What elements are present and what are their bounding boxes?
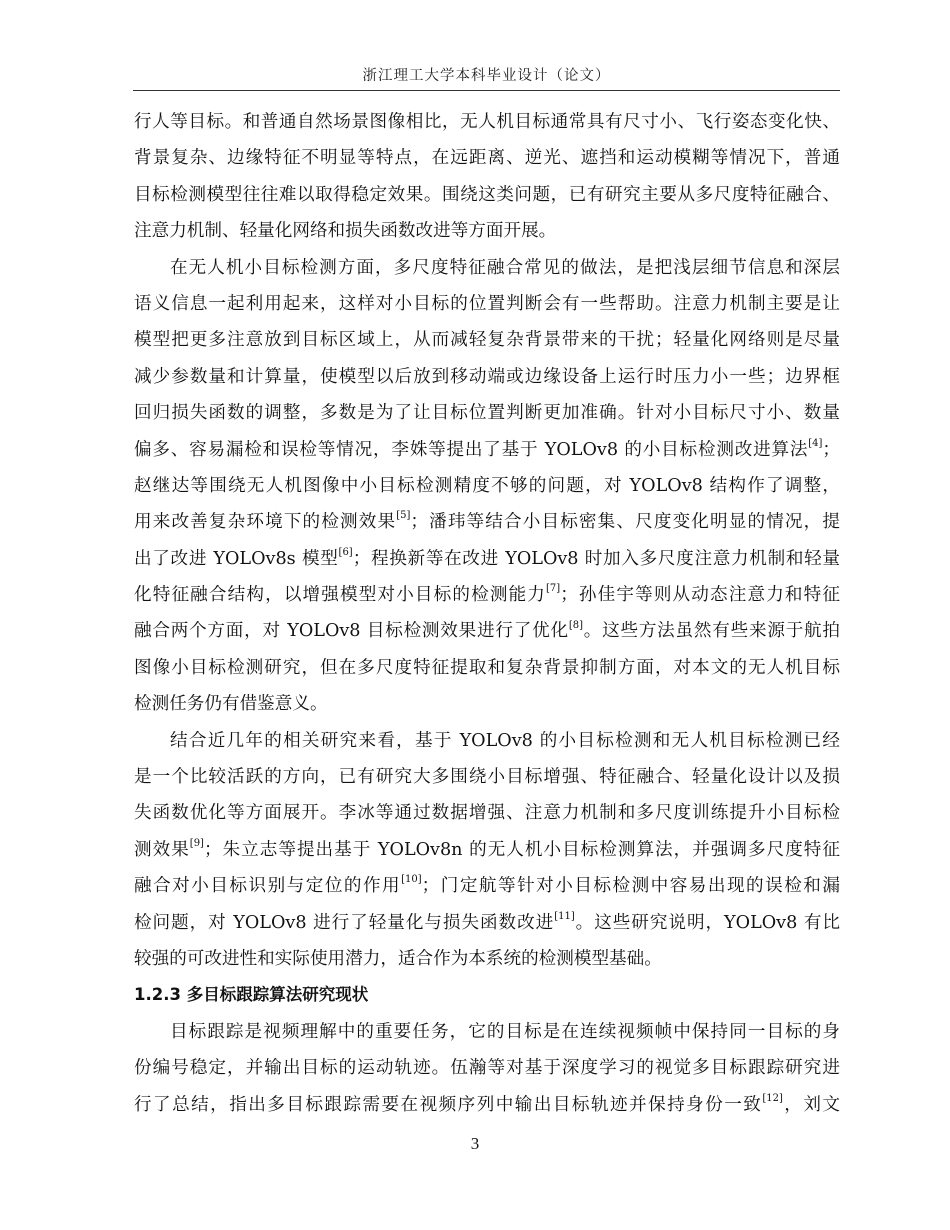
text-line: 检问题，对 YOLOv8 进行了轻量化与损失函数改进[11]。这些研究说明，YOLOv8 有比	[134, 910, 840, 933]
section-heading: 1.2.3 多目标跟踪算法研究现状	[134, 985, 369, 1005]
text-line: 在无人机小目标检测方面，多尺度特征融合常见的做法，是把浅层细节信息和深层	[170, 257, 840, 278]
citation: [4]	[808, 437, 823, 449]
text-line: 图像小目标检测研究，但在多尺度特征提取和复杂背景抑制方面，对本文的无人机目标	[134, 657, 840, 678]
running-header: 浙江理工大学本科毕业设计（论文）	[362, 68, 611, 84]
citation: [10]	[401, 874, 422, 886]
text-line: 目标跟踪是视频理解中的重要任务，它的目标是在连续视频帧中保持同一目标的身	[170, 1021, 840, 1042]
text-line: 化特征融合结构，以增强模型对小目标的检测能力[7]；孙佳宇等则从动态注意力和特征	[134, 583, 840, 606]
text-line: 行人等目标。和普通自然场景图像相比，无人机目标通常具有尺寸小、飞行姿态变化快、	[134, 112, 840, 132]
text-line: 行了总结，指出多目标跟踪需要在视频序列中输出目标轨迹并保持身份一致[12]，刘文	[134, 1092, 840, 1115]
text-line: 语义信息一起利用起来，这样对小目标的位置判断会有一些帮助。注意力机制主要是让	[134, 293, 840, 314]
text-line: 赵继达等围绕无人机图像中小目标检测精度不够的问题，对 YOLOv8 结构作了调整，	[134, 475, 840, 496]
text-line: 用来改善复杂环境下的检测效果[5]；潘玮等结合小目标密集、尺度变化明显的情况，提	[134, 510, 840, 533]
text-line: 模型把更多注意放到目标区域上，从而减轻复杂背景带来的干扰；轻量化网络则是尽量	[134, 330, 840, 351]
text-line: 是一个比较活跃的方向，已有研究大多围绕小目标增强、特征融合、轻量化设计以及损	[134, 767, 840, 788]
citation: [5]	[396, 510, 411, 522]
citation: [8]	[568, 619, 583, 631]
citation: [6]	[338, 546, 353, 558]
citation: [11]	[554, 910, 575, 922]
text-line: 较强的可改进性和实际使用潜力，适合作为本系统的检测模型基础。	[134, 948, 662, 969]
text-line: 偏多、容易漏检和误检等情况，李姝等提出了基于 YOLOv8 的小目标检测改进算法[4]；	[134, 437, 840, 460]
text-line: 注意力机制、轻量化网络和损失函数改进等方面开展。	[134, 221, 557, 242]
text-line: 测效果[9]；朱立志等提出基于 YOLOv8n 的无人机小目标检测算法，并强调多尺度特征	[134, 837, 840, 860]
citation: [7]	[546, 583, 561, 595]
citation: [12]	[762, 1092, 783, 1104]
text-line: 回归损失函数的调整，多数是为了让目标位置判断更加准确。针对小目标尺寸小、数量	[134, 403, 840, 424]
text-line: 目标检测模型往往难以取得稳定效果。围绕这类问题，已有研究主要从多尺度特征融合、	[134, 184, 840, 205]
text-line: 融合两个方面，对 YOLOv8 目标检测效果进行了优化[8]。这些方法虽然有些来源于航拍	[134, 619, 840, 642]
citation: [9]	[189, 837, 204, 849]
text-line: 背景复杂、边缘特征不明显等特点，在远距离、逆光、遮挡和运动模糊等情况下，普通	[134, 148, 840, 169]
text-line: 减少参数量和计算量，使模型以后放到移动端或边缘设备上运行时压力小一些；边界框	[134, 366, 840, 387]
text-line: 失函数优化等方面展开。李冰等通过数据增强、注意力机制和多尺度训练提升小目标检	[134, 803, 840, 824]
text-line: 结合近几年的相关研究来看，基于 YOLOv8 的小目标检测和无人机目标检测已经	[170, 730, 840, 751]
text-line: 出了改进 YOLOv8s 模型[6]；程换新等在改进 YOLOv8 时加入多尺度注意力机制和轻量	[134, 546, 840, 569]
header-rule	[133, 90, 840, 91]
page-number: 3	[470, 1134, 480, 1153]
text-line: 份编号稳定，并输出目标的运动轨迹。伍瀚等对基于深度学习的视觉多目标跟踪研究进	[134, 1058, 840, 1079]
text-line: 融合对小目标识别与定位的作用[10]；门定航等针对小目标检测中容易出现的误检和漏	[134, 874, 840, 897]
text-line: 检测任务仍有借鉴意义。	[134, 694, 328, 715]
body-text	[134, 104, 840, 1123]
